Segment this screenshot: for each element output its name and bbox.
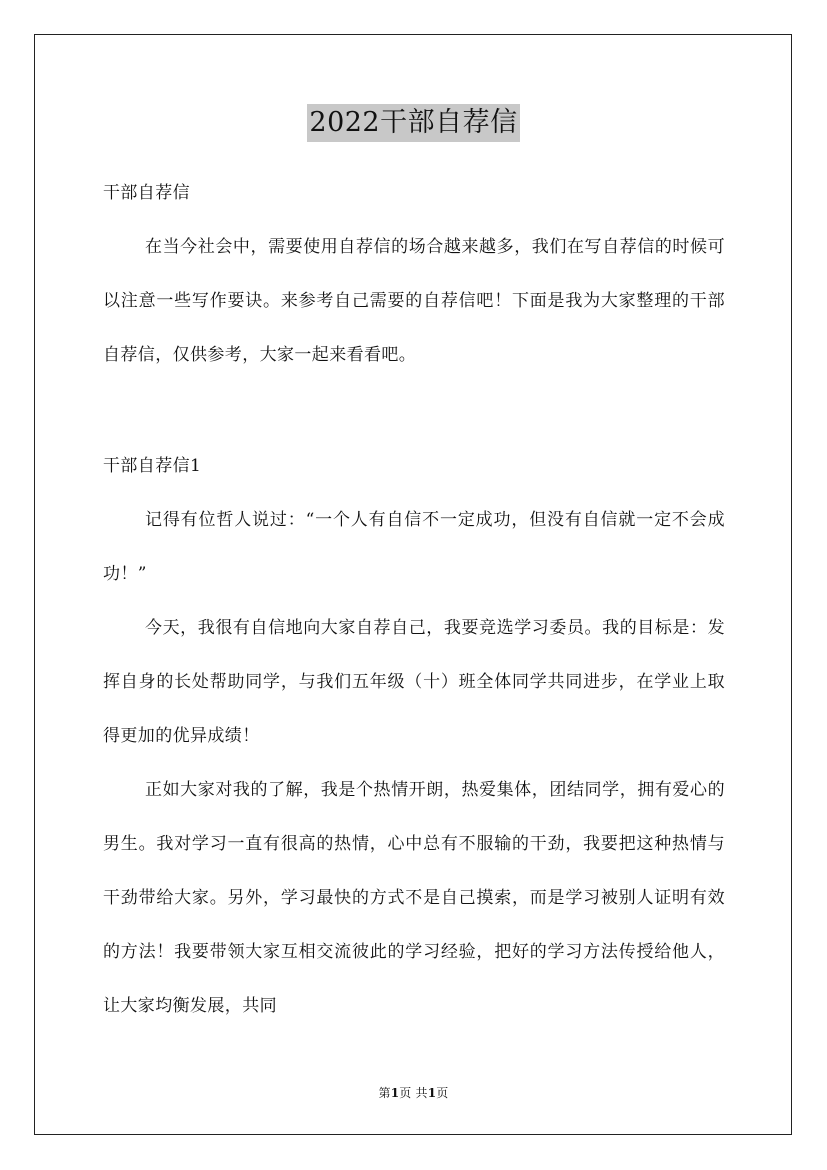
title-container bbox=[0, 104, 827, 142]
intro-paragraph: 在当今社会中，需要使用自荐信的场合越来越多，我们在写自荐信的时候可以注意一些写作要诀。来参考自己需要的自荐信吧！下面是我为大家整理的干部自荐信，仅供参考，大家一起来看看吧。 bbox=[103, 237, 725, 365]
intro-section bbox=[103, 220, 725, 382]
footer-page-current: 1 bbox=[390, 1086, 400, 1100]
footer-page-prefix: 第 bbox=[378, 1086, 391, 1100]
footer-page-mid: 页 共 bbox=[399, 1086, 428, 1100]
body-paragraph-2: 今天，我很有自信地向大家自荐自己，我要竞选学习委员。我的目标是：发挥自身的长处帮助同学，与我们五年级（十）班全体同学共同进步，在学业上取得更加的优异成绩！ bbox=[103, 618, 725, 746]
body-paragraph-1: 记得有位哲人说过：“一个人有自信不一定成功，但没有自信就一定不会成功！” bbox=[103, 510, 725, 584]
intro-heading: 干部自荐信 bbox=[103, 183, 190, 203]
section-heading: 干部自荐信1 bbox=[103, 456, 202, 476]
footer-page-total: 1 bbox=[427, 1086, 437, 1100]
footer-page-suffix: 页 bbox=[436, 1086, 449, 1100]
body-paragraph-3: 正如大家对我的了解，我是个热情开朗，热爱集体，团结同学，拥有爱心的男生。我对学习一直有很高的热情，心中总有不服输的干劲，我要把这种热情与干劲带给大家。另外，学习最快的方式不是自己摸索，而是学习被别人证明有效的方法！我要带领大家互相交流彼此的学习经验，把好的学习方法传授给他人，让大家均衡发展，共同 bbox=[103, 780, 725, 1016]
body-section bbox=[103, 493, 725, 1033]
document-title: 2022干部自荐信 bbox=[307, 104, 519, 142]
page-footer bbox=[0, 1084, 827, 1101]
